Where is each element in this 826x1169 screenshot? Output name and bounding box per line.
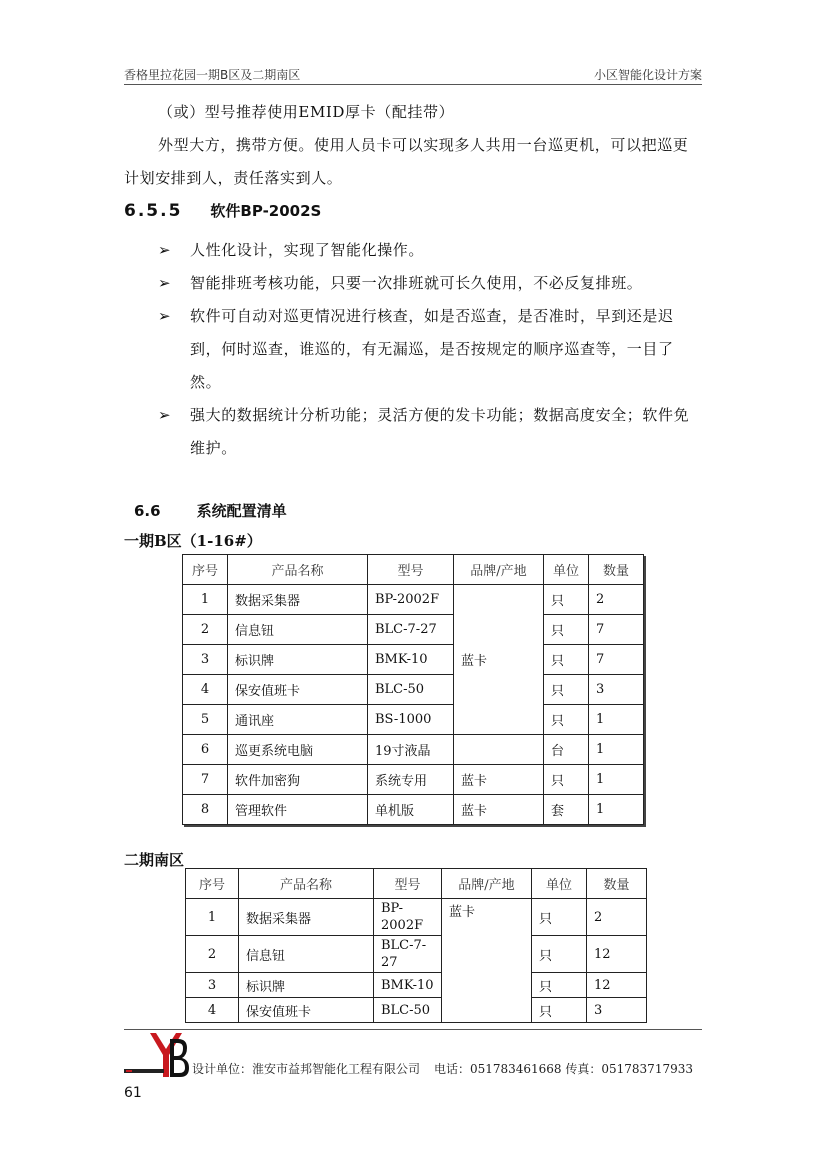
- company-logo: [124, 1031, 190, 1079]
- footer-divider: [124, 1029, 702, 1030]
- table-cell: 7: [183, 765, 228, 795]
- section-title: 软件BP-2002S: [210, 202, 322, 220]
- table-cell: BS-1000: [368, 705, 454, 735]
- table-cell: 数据采集器: [239, 899, 374, 936]
- table-cell: 7: [589, 645, 644, 675]
- table-cell: 12: [587, 973, 647, 998]
- header-divider: [124, 84, 702, 85]
- table-cell: 1: [589, 735, 644, 765]
- section-title: 系统配置清单: [196, 502, 287, 520]
- header-cell: 序号: [183, 555, 228, 585]
- table-cell: BMK-10: [374, 973, 442, 998]
- list-item-text: 人性化设计，实现了智能化操作。: [190, 241, 425, 259]
- footer-company: 设计单位：淮安市益邦智能化工程有限公司: [192, 1062, 421, 1076]
- section-number: 6.5.5: [124, 201, 183, 221]
- arrow-bullet-icon: ➢: [158, 307, 172, 325]
- header-cell: 品牌/产地: [442, 869, 532, 899]
- table-cell: 只: [544, 645, 589, 675]
- config-table-phase1: [182, 554, 644, 825]
- table-cell: 保安值班卡: [228, 675, 368, 705]
- header-cell: 产品名称: [228, 555, 368, 585]
- table-cell: 套: [544, 795, 589, 825]
- list-item: [158, 300, 704, 399]
- table-cell: 2: [183, 615, 228, 645]
- paragraph-card-description: 外型大方，携带方便。使用人员卡可以实现多人共用一台巡更机，可以把巡更计划安排到人，责任落实到人。: [124, 136, 689, 187]
- table-row: [186, 973, 647, 998]
- table-cell: BLC-50: [368, 675, 454, 705]
- table-cell: BLC-7-27: [374, 936, 442, 973]
- table-header-row: [183, 555, 644, 585]
- header-title-left: 香格里拉花园一期B区及二期南区: [124, 68, 301, 82]
- table-cell: 只: [532, 998, 587, 1023]
- table-cell: 19寸液晶: [368, 735, 454, 765]
- config-table-phase2: [185, 868, 647, 1023]
- header-cell: 序号: [186, 869, 239, 899]
- arrow-bullet-icon: ➢: [158, 406, 172, 424]
- table-cell: 3: [186, 973, 239, 998]
- table-cell: [454, 735, 544, 765]
- table-cell: BLC-7-27: [368, 615, 454, 645]
- table-cell-brand-merged: 蓝卡: [454, 585, 544, 735]
- section-heading-6-5-5: [124, 200, 321, 221]
- arrow-bullet-icon: ➢: [158, 274, 172, 292]
- table-cell: 只: [544, 765, 589, 795]
- feature-list: [158, 234, 704, 465]
- table-cell: 标识牌: [239, 973, 374, 998]
- table-cell: 1: [186, 899, 239, 936]
- table-cell: 7: [589, 615, 644, 645]
- table-row: [183, 615, 644, 645]
- table-cell: 2: [589, 585, 644, 615]
- table-cell: 1: [589, 765, 644, 795]
- table-cell: 蓝卡: [454, 795, 544, 825]
- header-cell: 单位: [544, 555, 589, 585]
- table-cell: 标识牌: [228, 645, 368, 675]
- table-row: [183, 735, 644, 765]
- table-cell: 4: [186, 998, 239, 1023]
- table-row: [183, 795, 644, 825]
- table-row: [186, 936, 647, 973]
- table-cell: 2: [587, 899, 647, 936]
- table-cell: 3: [589, 675, 644, 705]
- table-cell: 巡更系统电脑: [228, 735, 368, 765]
- table2-title: 二期南区: [124, 851, 185, 869]
- table-cell: 只: [532, 936, 587, 973]
- table-cell: 通讯座: [228, 705, 368, 735]
- table-row: [183, 675, 644, 705]
- list-item: [158, 267, 704, 300]
- header-title-right: 小区智能化设计方案: [593, 68, 702, 82]
- table-row: [183, 645, 644, 675]
- table-cell-brand-merged: 蓝卡: [442, 899, 532, 1023]
- table-cell: 只: [544, 675, 589, 705]
- footer-phone-fax: 电话：051783461668 传真：051783717933: [433, 1062, 693, 1076]
- table-cell: BP-2002F: [374, 899, 442, 936]
- table-cell: 6: [183, 735, 228, 765]
- table-cell: 只: [544, 705, 589, 735]
- section-heading-6-6: [134, 500, 287, 521]
- table-row: [186, 899, 647, 936]
- header-cell: 单位: [532, 869, 587, 899]
- page-number: 61: [124, 1085, 142, 1101]
- table-cell: BP-2002F: [368, 585, 454, 615]
- header-cell: 数量: [589, 555, 644, 585]
- header-cell: 数量: [587, 869, 647, 899]
- table-cell: 1: [589, 705, 644, 735]
- table-cell: 单机版: [368, 795, 454, 825]
- table-row: [186, 998, 647, 1023]
- table-cell: 8: [183, 795, 228, 825]
- table-cell: 只: [532, 973, 587, 998]
- table-cell: BMK-10: [368, 645, 454, 675]
- arrow-bullet-icon: ➢: [158, 241, 172, 259]
- table-cell: 信息钮: [228, 615, 368, 645]
- table-cell: 数据采集器: [228, 585, 368, 615]
- list-item-text: 智能排班考核功能，只要一次排班就可长久使用，不必反复排班。: [190, 274, 643, 292]
- table1-title: 一期B区（1-16#）: [124, 532, 262, 550]
- table-cell: 只: [532, 899, 587, 936]
- table-cell: BLC-50: [374, 998, 442, 1023]
- header-cell: 型号: [368, 555, 454, 585]
- table-cell: 管理软件: [228, 795, 368, 825]
- section-number: 6.6: [134, 502, 161, 520]
- table-cell: 3: [587, 998, 647, 1023]
- table-cell: 3: [183, 645, 228, 675]
- table-cell: 台: [544, 735, 589, 765]
- table-cell: 软件加密狗: [228, 765, 368, 795]
- table-cell: 4: [183, 675, 228, 705]
- table-cell: 蓝卡: [454, 765, 544, 795]
- list-item-text: 软件可自动对巡更情况进行核查，如是否巡查，是否准时，早到还是迟到，何时巡查，谁巡的，有无漏巡，是否按规定的顺序巡查等，一目了然。: [190, 307, 674, 391]
- table-cell: 5: [183, 705, 228, 735]
- table-cell: 保安值班卡: [239, 998, 374, 1023]
- header-cell: 型号: [374, 869, 442, 899]
- table-cell: 只: [544, 615, 589, 645]
- list-item: [158, 399, 704, 465]
- table-row: [183, 765, 644, 795]
- list-item: [158, 234, 704, 267]
- table-cell: 2: [186, 936, 239, 973]
- table-header-row: [186, 869, 647, 899]
- table-cell: 12: [587, 936, 647, 973]
- table-cell: 信息钮: [239, 936, 374, 973]
- list-item-text: 强大的数据统计分析功能；灵活方便的发卡功能；数据高度安全；软件免维护。: [190, 406, 690, 457]
- table-row: [183, 585, 644, 615]
- table-cell: 系统专用: [368, 765, 454, 795]
- table-cell: 只: [544, 585, 589, 615]
- table-row: [183, 705, 644, 735]
- table-cell: 1: [183, 585, 228, 615]
- header-cell: 产品名称: [239, 869, 374, 899]
- paragraph-card-recommendation: （或）型号推荐使用EMID厚卡（配挂带）: [158, 103, 455, 121]
- header-cell: 品牌/产地: [454, 555, 544, 585]
- table-cell: 1: [589, 795, 644, 825]
